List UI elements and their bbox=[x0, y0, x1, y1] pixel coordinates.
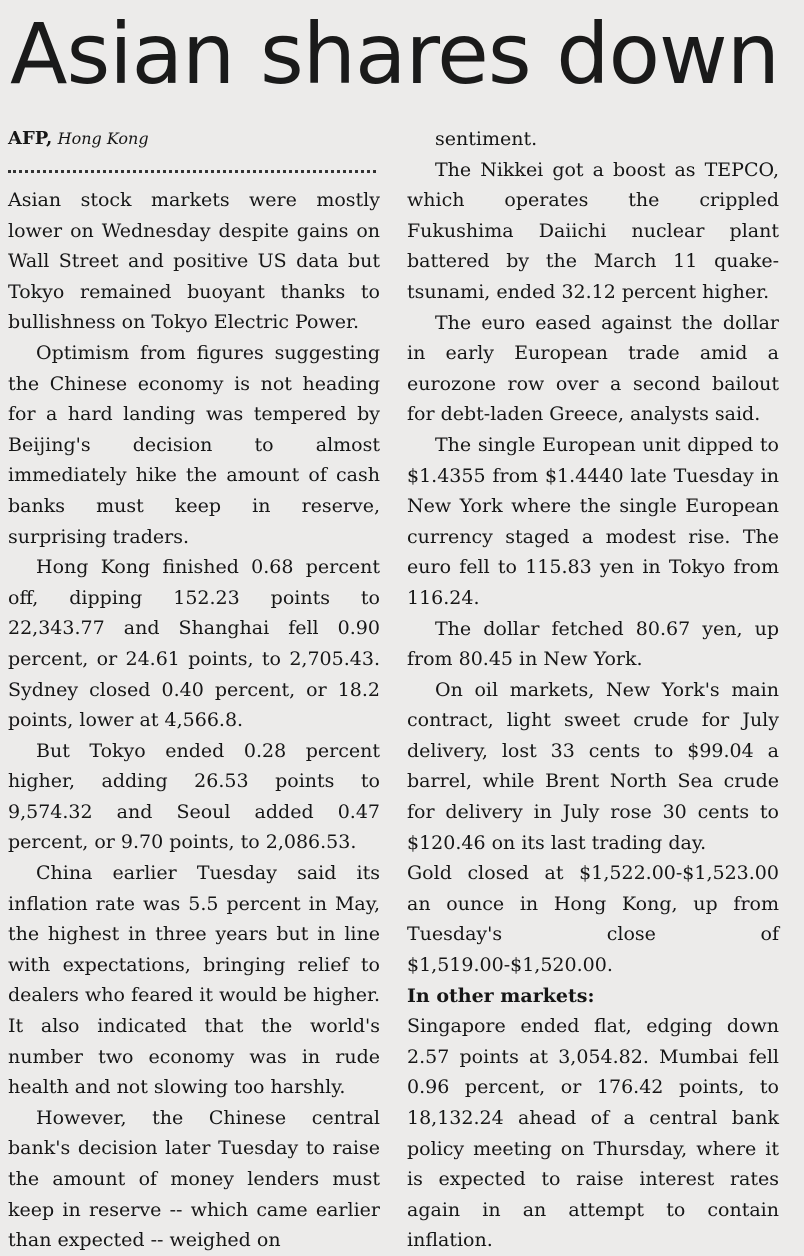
dotted-divider bbox=[8, 164, 376, 173]
paragraph: The single European unit dipped to $1.4355 from $1.4440 late Tuesday in New York where the single European currency staged a modest rise. The euro fell to 115.83 yen in Tokyo from 116.24. bbox=[407, 433, 779, 609]
paragraph: The dollar fetched 80.67 yen, up from 80.45 in New York. bbox=[407, 617, 779, 671]
paragraph: China earlier Tuesday said its inflation rate was 5.5 percent in May, the highest in three years but in line with expectations, bringing relief to dealers who feared it would be higher. It also indicated that the world's number two economy was in rude health and not slowing too harshly. bbox=[8, 862, 380, 1099]
paragraph: Hong Kong finished 0.68 percent off, dipping 152.23 points to 22,343.77 and Shanghai fell 0.90 percent, or 24.61 points, to 2,705.43. Sydney closed 0.40 percent, or 18.2 points, lower at 4,566.8. bbox=[8, 556, 380, 732]
paragraph: sentiment. bbox=[435, 128, 538, 150]
paragraph: Asian stock markets were mostly lower on Wednesday despite gains on Wall Street and positive US data but Tokyo remained buoyant thanks to bullishness on Tokyo Electric Power. bbox=[8, 189, 380, 334]
paragraph: On oil markets, New York's main contract, light sweet crude for July delivery, lost 33 cents to $99.04 a barrel, while Brent North Sea crude for delivery in July rose 30 cents to $120.46 on its last trading day. bbox=[407, 678, 779, 854]
paragraph: Optimism from figures suggesting the Chinese economy is not heading for a hard landing was tempered by Beijing's decision to almost immediately hike the amount of cash banks must keep in reserve, surprising traders. bbox=[8, 341, 380, 548]
subhead: In other markets: bbox=[407, 984, 595, 1007]
byline-agency: AFP, bbox=[8, 128, 53, 149]
byline bbox=[8, 124, 380, 154]
paragraph: Singapore ended flat, edging down 2.57 points at 3,054.82. Mumbai fell 0.96 percent, or 176.42 points, to 18,132.24 ahead of a central bank policy meeting on Thursday, where it is expected to raise interest rates again in an attempt to contain inflation. bbox=[407, 1015, 779, 1252]
byline-location: Hong Kong bbox=[57, 129, 149, 148]
paragraph: Gold closed at $1,522.00-$1,523.00 an ounce in Hong Kong, up from Tuesday's close of $1,519.00-$1,520.00. bbox=[407, 862, 779, 977]
paragraph: But Tokyo ended 0.28 percent higher, adding 26.53 points to 9,574.32 and Seoul added 0.47 percent, or 9.70 points, to 2,086.53. bbox=[8, 739, 380, 854]
paragraph: However, the Chinese central bank's decision later Tuesday to raise the amount of money lenders must keep in reserve -- which came earlier than expected -- weighed on bbox=[8, 1106, 380, 1252]
article-column-left bbox=[8, 124, 380, 1256]
paragraph: The euro eased against the dollar in early European trade amid a eurozone row over a second bailout for debt-laden Greece, analysts said. bbox=[407, 311, 779, 426]
headline: Asian shares down bbox=[10, 5, 779, 103]
article-column-right bbox=[407, 124, 779, 1256]
paragraph: The Nikkei got a boost as TEPCO, which operates the crippled Fukushima Daiichi nuclear plant battered by the March 11 quake-tsunami, ended 32.12 percent higher. bbox=[407, 158, 779, 303]
